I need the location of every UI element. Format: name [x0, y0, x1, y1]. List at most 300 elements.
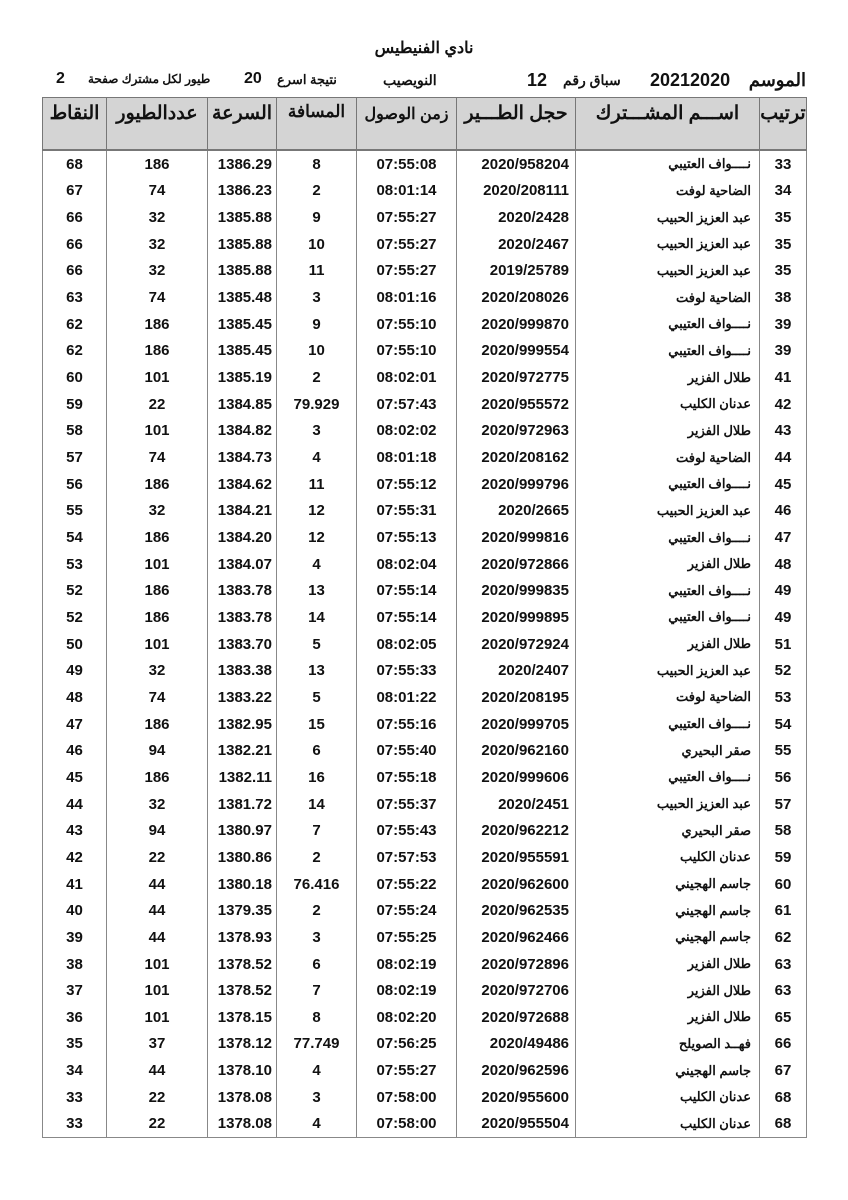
cell-arrival-time: 07:55:33 [357, 657, 457, 684]
cell-member-name: الضاحية لوفت [576, 178, 760, 205]
cell-distance: 2 [277, 364, 357, 391]
cell-member-name: جاسم الهجيني [576, 1057, 760, 1084]
cell-arrival-time: 08:01:14 [357, 178, 457, 205]
cell-points: 48 [43, 684, 107, 711]
table-row [43, 1057, 807, 1084]
cell-points: 55 [43, 498, 107, 525]
cell-rank: 63 [760, 977, 807, 1004]
cell-bird-count: 101 [107, 951, 208, 978]
cell-ring-number: 2020/955504 [457, 1111, 576, 1138]
cell-ring-number: 2020/972896 [457, 951, 576, 978]
cell-distance: 6 [277, 951, 357, 978]
cell-points: 54 [43, 524, 107, 551]
cell-distance: 10 [277, 338, 357, 365]
cell-distance: 77.749 [277, 1031, 357, 1058]
table-row [43, 551, 807, 578]
race-number: 12 [527, 70, 548, 90]
cell-arrival-time: 07:55:12 [357, 471, 457, 498]
table-row [43, 604, 807, 631]
cell-ring-number: 2020/972924 [457, 631, 576, 658]
cell-ring-number: 2020/972706 [457, 977, 576, 1004]
cell-distance: 5 [277, 631, 357, 658]
table-row [43, 951, 807, 978]
cell-member-name: نــــواف العتيبي [576, 711, 760, 738]
cell-bird-count: 22 [107, 844, 208, 871]
cell-bird-count: 101 [107, 977, 208, 1004]
table-row [43, 284, 807, 311]
cell-bird-count: 186 [107, 578, 208, 605]
cell-rank: 63 [760, 951, 807, 978]
cell-distance: 4 [277, 551, 357, 578]
cell-arrival-time: 07:55:14 [357, 604, 457, 631]
cell-ring-number: 2020/962466 [457, 924, 576, 951]
cell-arrival-time: 08:01:18 [357, 444, 457, 471]
cell-bird-count: 74 [107, 284, 208, 311]
cell-arrival-time: 07:55:27 [357, 204, 457, 231]
cell-ring-number: 2020/958204 [457, 150, 576, 178]
cell-arrival-time: 07:55:24 [357, 897, 457, 924]
cell-distance: 7 [277, 977, 357, 1004]
cell-speed: 1384.82 [208, 418, 277, 445]
cell-ring-number: 2020/999705 [457, 711, 576, 738]
cell-arrival-time: 07:55:14 [357, 578, 457, 605]
cell-rank: 54 [760, 711, 807, 738]
cell-speed: 1382.95 [208, 711, 277, 738]
cell-ring-number: 2020/972963 [457, 418, 576, 445]
cell-rank: 67 [760, 1057, 807, 1084]
cell-arrival-time: 07:55:10 [357, 338, 457, 365]
cell-points: 42 [43, 844, 107, 871]
cell-speed: 1382.21 [208, 737, 277, 764]
cell-arrival-time: 08:02:20 [357, 1004, 457, 1031]
cell-points: 66 [43, 258, 107, 285]
cell-bird-count: 22 [107, 1111, 208, 1138]
cell-member-name: عبد العزيز الحبيب [576, 498, 760, 525]
cell-ring-number: 2019/25789 [457, 258, 576, 285]
cell-distance: 13 [277, 657, 357, 684]
cell-distance: 14 [277, 604, 357, 631]
cell-distance: 3 [277, 418, 357, 445]
cell-speed: 1380.18 [208, 871, 277, 898]
cell-speed: 1385.19 [208, 364, 277, 391]
col-points: النقاط [43, 98, 107, 151]
season-value: 20212020 [650, 70, 731, 90]
cell-member-name: جاسم الهجيني [576, 924, 760, 951]
cell-member-name: نــــواف العتيبي [576, 338, 760, 365]
table-row [43, 178, 807, 205]
cell-member-name: فهــد الصويلح [576, 1031, 760, 1058]
cell-speed: 1383.22 [208, 684, 277, 711]
cell-ring-number: 2020/955600 [457, 1084, 576, 1111]
cell-speed: 1378.12 [208, 1031, 277, 1058]
table-row [43, 1031, 807, 1058]
cell-points: 41 [43, 871, 107, 898]
cell-rank: 41 [760, 364, 807, 391]
cell-distance: 4 [277, 1057, 357, 1084]
cell-speed: 1383.38 [208, 657, 277, 684]
cell-bird-count: 37 [107, 1031, 208, 1058]
cell-speed: 1384.07 [208, 551, 277, 578]
cell-member-name: نــــواف العتيبي [576, 471, 760, 498]
cell-bird-count: 186 [107, 311, 208, 338]
cell-ring-number: 2020/999606 [457, 764, 576, 791]
cell-member-name: عدنان الكليب [576, 391, 760, 418]
cell-member-name: طلال الفزير [576, 951, 760, 978]
cell-bird-count: 44 [107, 871, 208, 898]
cell-arrival-time: 07:56:25 [357, 1031, 457, 1058]
table-row [43, 471, 807, 498]
cell-speed: 1383.78 [208, 578, 277, 605]
cell-points: 57 [43, 444, 107, 471]
cell-rank: 39 [760, 311, 807, 338]
table-row [43, 498, 807, 525]
cell-ring-number: 2020/2407 [457, 657, 576, 684]
cell-points: 47 [43, 711, 107, 738]
cell-rank: 59 [760, 844, 807, 871]
cell-points: 67 [43, 178, 107, 205]
cell-bird-count: 101 [107, 1004, 208, 1031]
cell-rank: 53 [760, 684, 807, 711]
cell-distance: 4 [277, 1111, 357, 1138]
cell-rank: 52 [760, 657, 807, 684]
cell-bird-count: 186 [107, 524, 208, 551]
cell-member-name: نــــواف العتيبي [576, 150, 760, 178]
cell-speed: 1379.35 [208, 897, 277, 924]
cell-arrival-time: 07:57:53 [357, 844, 457, 871]
cell-rank: 57 [760, 791, 807, 818]
table-row [43, 578, 807, 605]
cell-bird-count: 22 [107, 1084, 208, 1111]
cell-points: 40 [43, 897, 107, 924]
cell-bird-count: 101 [107, 418, 208, 445]
cell-rank: 35 [760, 231, 807, 258]
cell-member-name: عبد العزيز الحبيب [576, 791, 760, 818]
cell-arrival-time: 07:55:16 [357, 711, 457, 738]
col-bird-count: عددالطيور [107, 98, 208, 151]
cell-distance: 6 [277, 737, 357, 764]
cell-rank: 61 [760, 897, 807, 924]
cell-speed: 1384.20 [208, 524, 277, 551]
table-row [43, 897, 807, 924]
cell-member-name: عبد العزيز الحبيب [576, 258, 760, 285]
table-row [43, 1004, 807, 1031]
cell-bird-count: 74 [107, 178, 208, 205]
cell-points: 37 [43, 977, 107, 1004]
table-row [43, 737, 807, 764]
cell-arrival-time: 07:55:40 [357, 737, 457, 764]
cell-speed: 1383.78 [208, 604, 277, 631]
cell-ring-number: 2020/208111 [457, 178, 576, 205]
cell-member-name: عبد العزيز الحبيب [576, 657, 760, 684]
cell-ring-number: 2020/2665 [457, 498, 576, 525]
cell-ring-number: 2020/962535 [457, 897, 576, 924]
table-row [43, 418, 807, 445]
table-row [43, 1111, 807, 1138]
table-row [43, 391, 807, 418]
col-ring-number: حجل الطـــير [457, 98, 576, 151]
cell-ring-number: 2020/999870 [457, 311, 576, 338]
cell-distance: 16 [277, 764, 357, 791]
birds-per-member-label: طيور لكل مشترك صفحة [88, 72, 211, 86]
cell-member-name: نــــواف العتيبي [576, 578, 760, 605]
cell-member-name: الضاحية لوفت [576, 284, 760, 311]
cell-arrival-time: 08:01:22 [357, 684, 457, 711]
cell-bird-count: 101 [107, 631, 208, 658]
cell-points: 62 [43, 311, 107, 338]
cell-distance: 14 [277, 791, 357, 818]
season-label: الموسم [748, 70, 806, 90]
cell-points: 33 [43, 1111, 107, 1138]
cell-rank: 39 [760, 338, 807, 365]
cell-ring-number: 2020/962596 [457, 1057, 576, 1084]
table-row [43, 364, 807, 391]
table-row [43, 817, 807, 844]
cell-speed: 1383.70 [208, 631, 277, 658]
table-header-row [43, 98, 807, 151]
cell-points: 56 [43, 471, 107, 498]
col-member-name: اســـم المشـــترك [576, 98, 760, 151]
cell-member-name: طلال الفزير [576, 418, 760, 445]
cell-ring-number: 2020/962600 [457, 871, 576, 898]
cell-speed: 1385.48 [208, 284, 277, 311]
cell-arrival-time: 08:02:01 [357, 364, 457, 391]
cell-points: 43 [43, 817, 107, 844]
cell-speed: 1378.52 [208, 977, 277, 1004]
table-row [43, 844, 807, 871]
cell-rank: 58 [760, 817, 807, 844]
cell-bird-count: 186 [107, 338, 208, 365]
table-row [43, 258, 807, 285]
cell-arrival-time: 07:55:31 [357, 498, 457, 525]
cell-bird-count: 186 [107, 604, 208, 631]
cell-member-name: نــــواف العتيبي [576, 524, 760, 551]
col-distance: المسافة [277, 98, 357, 151]
cell-bird-count: 101 [107, 551, 208, 578]
col-rank: ترتيب [760, 98, 807, 151]
cell-distance: 3 [277, 284, 357, 311]
cell-points: 53 [43, 551, 107, 578]
cell-points: 66 [43, 204, 107, 231]
cell-arrival-time: 07:55:37 [357, 791, 457, 818]
cell-points: 36 [43, 1004, 107, 1031]
cell-distance: 4 [277, 444, 357, 471]
cell-speed: 1386.29 [208, 150, 277, 178]
cell-arrival-time: 07:55:25 [357, 924, 457, 951]
cell-speed: 1378.15 [208, 1004, 277, 1031]
cell-speed: 1385.88 [208, 204, 277, 231]
cell-speed: 1385.45 [208, 311, 277, 338]
cell-rank: 49 [760, 604, 807, 631]
cell-rank: 44 [760, 444, 807, 471]
cell-distance: 12 [277, 524, 357, 551]
cell-arrival-time: 08:02:02 [357, 418, 457, 445]
cell-member-name: طلال الفزير [576, 364, 760, 391]
cell-speed: 1380.97 [208, 817, 277, 844]
cell-arrival-time: 07:55:43 [357, 817, 457, 844]
cell-speed: 1385.88 [208, 258, 277, 285]
cell-member-name: صقر البحيري [576, 737, 760, 764]
cell-rank: 60 [760, 871, 807, 898]
table-row [43, 150, 807, 178]
cell-arrival-time: 07:55:27 [357, 258, 457, 285]
cell-speed: 1380.86 [208, 844, 277, 871]
cell-distance: 2 [277, 897, 357, 924]
cell-speed: 1378.52 [208, 951, 277, 978]
table-row [43, 977, 807, 1004]
cell-ring-number: 2020/2428 [457, 204, 576, 231]
cell-rank: 56 [760, 764, 807, 791]
cell-rank: 68 [760, 1084, 807, 1111]
cell-member-name: نــــواف العتيبي [576, 604, 760, 631]
cell-distance: 11 [277, 471, 357, 498]
cell-bird-count: 32 [107, 498, 208, 525]
cell-distance: 8 [277, 1004, 357, 1031]
cell-points: 49 [43, 657, 107, 684]
cell-arrival-time: 08:02:19 [357, 951, 457, 978]
cell-rank: 46 [760, 498, 807, 525]
cell-arrival-time: 07:58:00 [357, 1111, 457, 1138]
club-name: نادي الفنيطيس [374, 40, 474, 57]
cell-bird-count: 74 [107, 684, 208, 711]
cell-bird-count: 32 [107, 231, 208, 258]
cell-member-name: عدنان الكليب [576, 1084, 760, 1111]
cell-bird-count: 44 [107, 1057, 208, 1084]
cell-ring-number: 2020/49486 [457, 1031, 576, 1058]
cell-points: 68 [43, 150, 107, 178]
cell-ring-number: 2020/972866 [457, 551, 576, 578]
cell-arrival-time: 08:02:04 [357, 551, 457, 578]
cell-rank: 68 [760, 1111, 807, 1138]
cell-distance: 12 [277, 498, 357, 525]
cell-points: 45 [43, 764, 107, 791]
table-row [43, 871, 807, 898]
cell-member-name: نــــواف العتيبي [576, 311, 760, 338]
cell-speed: 1384.85 [208, 391, 277, 418]
cell-ring-number: 2020/962160 [457, 737, 576, 764]
cell-member-name: عدنان الكليب [576, 844, 760, 871]
table-row [43, 204, 807, 231]
cell-distance: 2 [277, 178, 357, 205]
cell-arrival-time: 07:55:22 [357, 871, 457, 898]
cell-speed: 1381.72 [208, 791, 277, 818]
cell-ring-number: 2020/955572 [457, 391, 576, 418]
col-arrival-time: زمن الوصول [357, 98, 457, 151]
cell-ring-number: 2020/972775 [457, 364, 576, 391]
cell-ring-number: 2020/999796 [457, 471, 576, 498]
cell-distance: 9 [277, 204, 357, 231]
cell-arrival-time: 08:01:16 [357, 284, 457, 311]
cell-speed: 1378.08 [208, 1084, 277, 1111]
cell-points: 39 [43, 924, 107, 951]
cell-distance: 5 [277, 684, 357, 711]
cell-rank: 33 [760, 150, 807, 178]
table-row [43, 1084, 807, 1111]
cell-rank: 48 [760, 551, 807, 578]
cell-arrival-time: 07:58:00 [357, 1084, 457, 1111]
cell-bird-count: 32 [107, 791, 208, 818]
cell-rank: 42 [760, 391, 807, 418]
cell-ring-number: 2020/2451 [457, 791, 576, 818]
cell-points: 60 [43, 364, 107, 391]
cell-points: 34 [43, 1057, 107, 1084]
cell-ring-number: 2020/999554 [457, 338, 576, 365]
cell-member-name: الضاحية لوفت [576, 444, 760, 471]
cell-rank: 47 [760, 524, 807, 551]
race-location: النويصيب [383, 72, 437, 88]
cell-speed: 1378.93 [208, 924, 277, 951]
cell-bird-count: 101 [107, 364, 208, 391]
cell-rank: 43 [760, 418, 807, 445]
cell-member-name: عدنان الكليب [576, 1111, 760, 1138]
cell-ring-number: 2020/962212 [457, 817, 576, 844]
cell-distance: 76.416 [277, 871, 357, 898]
cell-bird-count: 44 [107, 924, 208, 951]
cell-points: 38 [43, 951, 107, 978]
cell-points: 52 [43, 578, 107, 605]
cell-speed: 1378.08 [208, 1111, 277, 1138]
cell-member-name: عبد العزيز الحبيب [576, 204, 760, 231]
cell-bird-count: 22 [107, 391, 208, 418]
cell-distance: 9 [277, 311, 357, 338]
cell-rank: 62 [760, 924, 807, 951]
cell-member-name: الضاحية لوفت [576, 684, 760, 711]
cell-member-name: جاسم الهجيني [576, 897, 760, 924]
cell-bird-count: 94 [107, 817, 208, 844]
cell-distance: 3 [277, 1084, 357, 1111]
cell-ring-number: 2020/999816 [457, 524, 576, 551]
cell-bird-count: 74 [107, 444, 208, 471]
cell-points: 44 [43, 791, 107, 818]
birds-per-member: 20 [244, 70, 262, 87]
col-speed: السرعة [208, 98, 277, 151]
cell-member-name: طلال الفزير [576, 1004, 760, 1031]
cell-points: 35 [43, 1031, 107, 1058]
table-row [43, 444, 807, 471]
race-label: سباق رقم [563, 72, 621, 88]
cell-points: 62 [43, 338, 107, 365]
table-row [43, 791, 807, 818]
cell-speed: 1384.62 [208, 471, 277, 498]
cell-rank: 55 [760, 737, 807, 764]
cell-ring-number: 2020/2467 [457, 231, 576, 258]
cell-rank: 35 [760, 204, 807, 231]
cell-rank: 51 [760, 631, 807, 658]
cell-distance: 13 [277, 578, 357, 605]
table-row [43, 684, 807, 711]
cell-rank: 65 [760, 1004, 807, 1031]
cell-points: 50 [43, 631, 107, 658]
cell-arrival-time: 07:55:13 [357, 524, 457, 551]
cell-speed: 1384.73 [208, 444, 277, 471]
table-row [43, 631, 807, 658]
table-row [43, 657, 807, 684]
cell-bird-count: 186 [107, 711, 208, 738]
cell-member-name: جاسم الهجيني [576, 871, 760, 898]
cell-points: 66 [43, 231, 107, 258]
table-row [43, 338, 807, 365]
cell-arrival-time: 07:55:27 [357, 231, 457, 258]
cell-speed: 1382.11 [208, 764, 277, 791]
cell-points: 59 [43, 391, 107, 418]
cell-distance: 8 [277, 150, 357, 178]
cell-bird-count: 186 [107, 764, 208, 791]
cell-distance: 15 [277, 711, 357, 738]
cell-arrival-time: 08:02:19 [357, 977, 457, 1004]
cell-distance: 10 [277, 231, 357, 258]
cell-arrival-time: 08:02:05 [357, 631, 457, 658]
cell-distance: 11 [277, 258, 357, 285]
cell-points: 46 [43, 737, 107, 764]
